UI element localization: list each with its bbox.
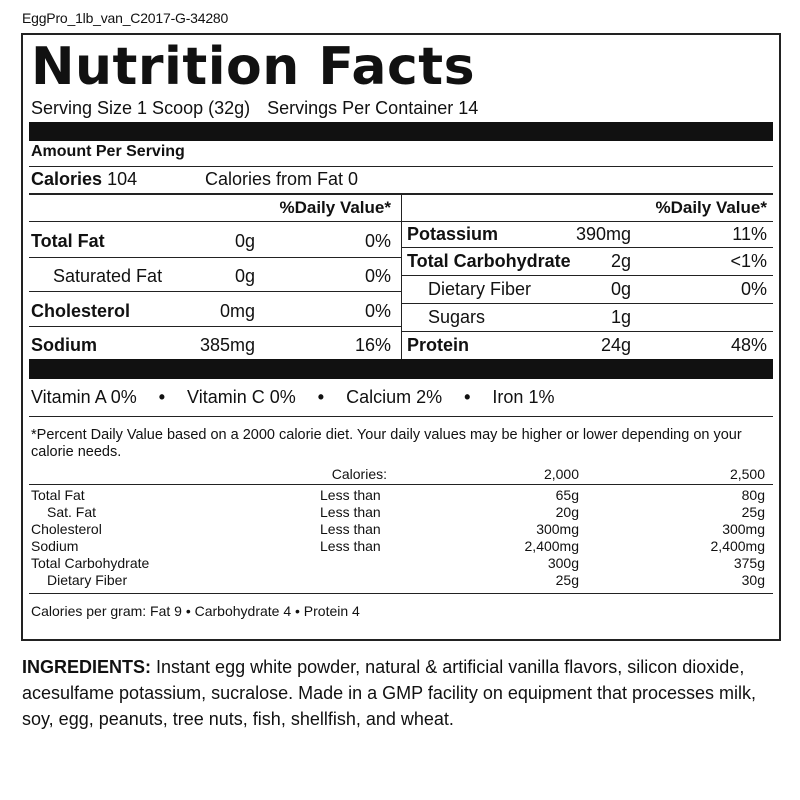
divider bbox=[29, 484, 773, 485]
nutrient-name: Potassium bbox=[407, 224, 499, 244]
ref-v2: 300mg bbox=[722, 521, 765, 537]
calories-row bbox=[31, 169, 137, 190]
divider bbox=[29, 291, 401, 292]
nutrient-name: Sugars bbox=[428, 307, 486, 327]
bullet: • bbox=[158, 387, 166, 407]
vitamin-item: Vitamin A 0% bbox=[31, 387, 137, 407]
nutrient-name: Dietary Fiber bbox=[428, 279, 532, 299]
nutrient-amount: 0g bbox=[234, 266, 255, 286]
ref-v1: 20g bbox=[555, 504, 579, 520]
nutrient-name: Saturated Fat bbox=[53, 266, 163, 286]
ref-name: Sodium bbox=[31, 538, 79, 554]
column-divider bbox=[401, 193, 402, 359]
nutrition-facts-panel bbox=[21, 33, 781, 641]
ref-v1: 25g bbox=[555, 572, 579, 588]
calories-label: Calories bbox=[31, 169, 103, 189]
vitamins-row bbox=[31, 387, 554, 408]
ref-name: Total Fat bbox=[31, 487, 85, 503]
ref-v2: 375g bbox=[733, 555, 765, 571]
divider bbox=[401, 303, 773, 304]
divider bbox=[401, 331, 773, 332]
divider bbox=[401, 247, 773, 248]
bullet: • bbox=[317, 387, 325, 407]
product-code: EggPro_1lb_van_C2017-G-34280 bbox=[22, 10, 229, 26]
divider bbox=[29, 257, 401, 258]
nutrient-amount: 390mg bbox=[575, 224, 631, 244]
footnote: *Percent Daily Value based on a 2000 calorie diet. Your daily values may be higher or lower depending on your calorie needs. bbox=[31, 427, 742, 460]
serving-info bbox=[31, 98, 490, 119]
ref-cond: Less than bbox=[320, 538, 381, 554]
nutrient-dv: 0% bbox=[364, 231, 391, 251]
ref-name: Dietary Fiber bbox=[47, 572, 128, 588]
nutrient-amount: 2g bbox=[610, 251, 631, 271]
ref-cond: Less than bbox=[320, 521, 381, 537]
nutrient-amount: 24g bbox=[600, 335, 631, 355]
amount-per-serving: Amount Per Serving bbox=[31, 143, 185, 160]
nutrient-dv: 0% bbox=[364, 266, 391, 286]
nutrient-dv: 11% bbox=[732, 224, 767, 244]
ref-header-2000: 2,000 bbox=[543, 466, 579, 482]
daily-value-header-left: %Daily Value* bbox=[279, 198, 391, 217]
ingredients-label: INGREDIENTS: bbox=[22, 657, 152, 677]
ref-name: Cholesterol bbox=[31, 521, 102, 537]
nutrient-dv: 0% bbox=[740, 279, 767, 299]
thick-bar-middle bbox=[29, 359, 773, 379]
ref-v1: 2,400mg bbox=[524, 538, 579, 554]
divider bbox=[29, 221, 401, 222]
vitamin-item: Vitamin C 0% bbox=[187, 387, 296, 407]
nutrient-dv: 16% bbox=[354, 335, 391, 355]
panel-title: Nutrition Facts bbox=[31, 37, 476, 97]
ref-v1: 300mg bbox=[536, 521, 579, 537]
ref-v2: 2,400mg bbox=[710, 538, 765, 554]
bullet: • bbox=[464, 387, 471, 407]
ref-v1: 300g bbox=[547, 555, 579, 571]
nutrient-dv: 0% bbox=[364, 301, 391, 321]
ref-name: Sat. Fat bbox=[47, 504, 97, 520]
servings-per-container: Servings Per Container 14 bbox=[267, 98, 479, 118]
nutrient-amount: 0g bbox=[234, 231, 255, 251]
divider bbox=[401, 275, 773, 276]
serving-size: Serving Size 1 Scoop (32g) bbox=[31, 98, 251, 118]
nutrient-dv: 48% bbox=[730, 335, 767, 355]
divider bbox=[401, 221, 773, 222]
nutrient-amount: 0g bbox=[610, 279, 631, 299]
ingredients-text: Instant egg white powder, natural & artificial vanilla flavors, silicon dioxide, acesulfame potassium, sucralose. Made in a GMP facility on equipment that processes milk, soy, egg, peanuts, tree nuts, fish, shellfish, and wheat. bbox=[22, 657, 757, 729]
divider bbox=[29, 416, 773, 417]
ref-v2: 30g bbox=[741, 572, 765, 588]
nutrient-amount: 1g bbox=[610, 307, 631, 327]
ref-cond: Less than bbox=[320, 504, 381, 520]
ref-cond: Less than bbox=[320, 487, 381, 503]
ref-v1: 65g bbox=[555, 487, 579, 503]
ingredients bbox=[22, 654, 792, 732]
nutrient-amount: 385mg bbox=[199, 335, 255, 355]
thick-bar-top bbox=[29, 122, 773, 141]
vitamin-item: Calcium 2% bbox=[346, 387, 443, 407]
nutrient-name: Sodium bbox=[31, 335, 97, 355]
divider bbox=[29, 326, 401, 327]
nutrient-amount: 0mg bbox=[219, 301, 255, 321]
calories-value: 104 bbox=[107, 169, 138, 189]
calories-from-fat: Calories from Fat 0 bbox=[205, 169, 359, 189]
nutrient-name: Cholesterol bbox=[31, 301, 131, 321]
calories-per-gram: Calories per gram: Fat 9 • Carbohydrate 4 • Protein 4 bbox=[31, 603, 360, 619]
daily-value-header-right: %Daily Value* bbox=[655, 198, 767, 217]
nutrient-name: Total Carbohydrate bbox=[407, 251, 571, 271]
divider bbox=[29, 166, 773, 167]
nutrient-dv: <1% bbox=[730, 251, 767, 271]
divider bbox=[29, 593, 773, 594]
ref-name: Total Carbohydrate bbox=[31, 555, 150, 571]
nutrient-name: Total Fat bbox=[31, 231, 105, 251]
ref-v2: 80g bbox=[741, 487, 765, 503]
ref-header-2500: 2,500 bbox=[729, 466, 765, 482]
vitamin-item: Iron 1% bbox=[492, 387, 555, 407]
nutrient-name: Protein bbox=[407, 335, 470, 355]
ref-v2: 25g bbox=[741, 504, 765, 520]
ref-header-label: Calories: bbox=[331, 466, 387, 482]
